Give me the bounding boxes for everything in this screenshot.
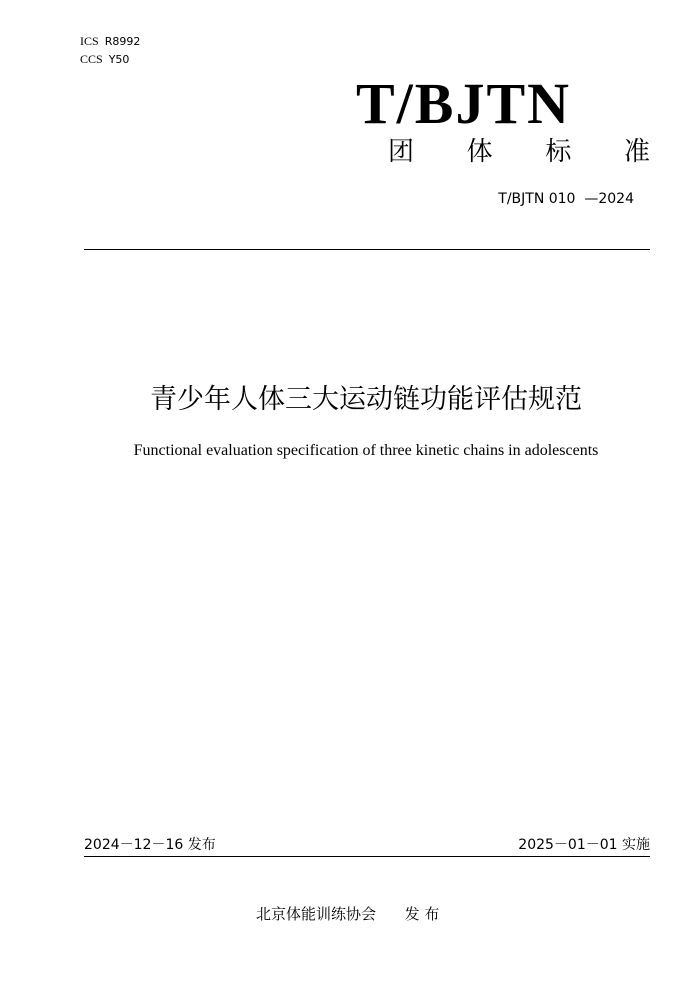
- ics-label: ICS: [80, 34, 99, 48]
- title-chinese: 青少年人体三大运动链功能评估规范: [150, 384, 582, 415]
- ics-line: [80, 34, 140, 49]
- ccs-label: CCS: [80, 52, 103, 66]
- title-english: Functional evaluation specification of three kinetic chains in adolescents: [133, 442, 599, 459]
- bottom-divider: [84, 856, 650, 857]
- standard-type-char: 体: [466, 137, 493, 167]
- standard-type-char: 团: [388, 137, 415, 167]
- implementation-date: 2025－01－01 实施: [518, 837, 650, 853]
- standard-number: T/BJTN 010 —2024: [498, 191, 634, 207]
- standard-type-char: 准: [623, 137, 650, 167]
- standard-type: [388, 134, 650, 170]
- ics-code: R8992: [104, 35, 141, 48]
- publisher: 北京体能训练协会 发 布: [256, 905, 440, 923]
- standard-type-char: 标: [545, 137, 572, 167]
- top-divider: [84, 249, 650, 250]
- standard-logo: T/BJTN: [356, 71, 572, 136]
- ccs-code: Y50: [108, 53, 130, 66]
- issue-date: 2024－12－16 发布: [84, 837, 216, 853]
- ccs-line: [80, 52, 129, 67]
